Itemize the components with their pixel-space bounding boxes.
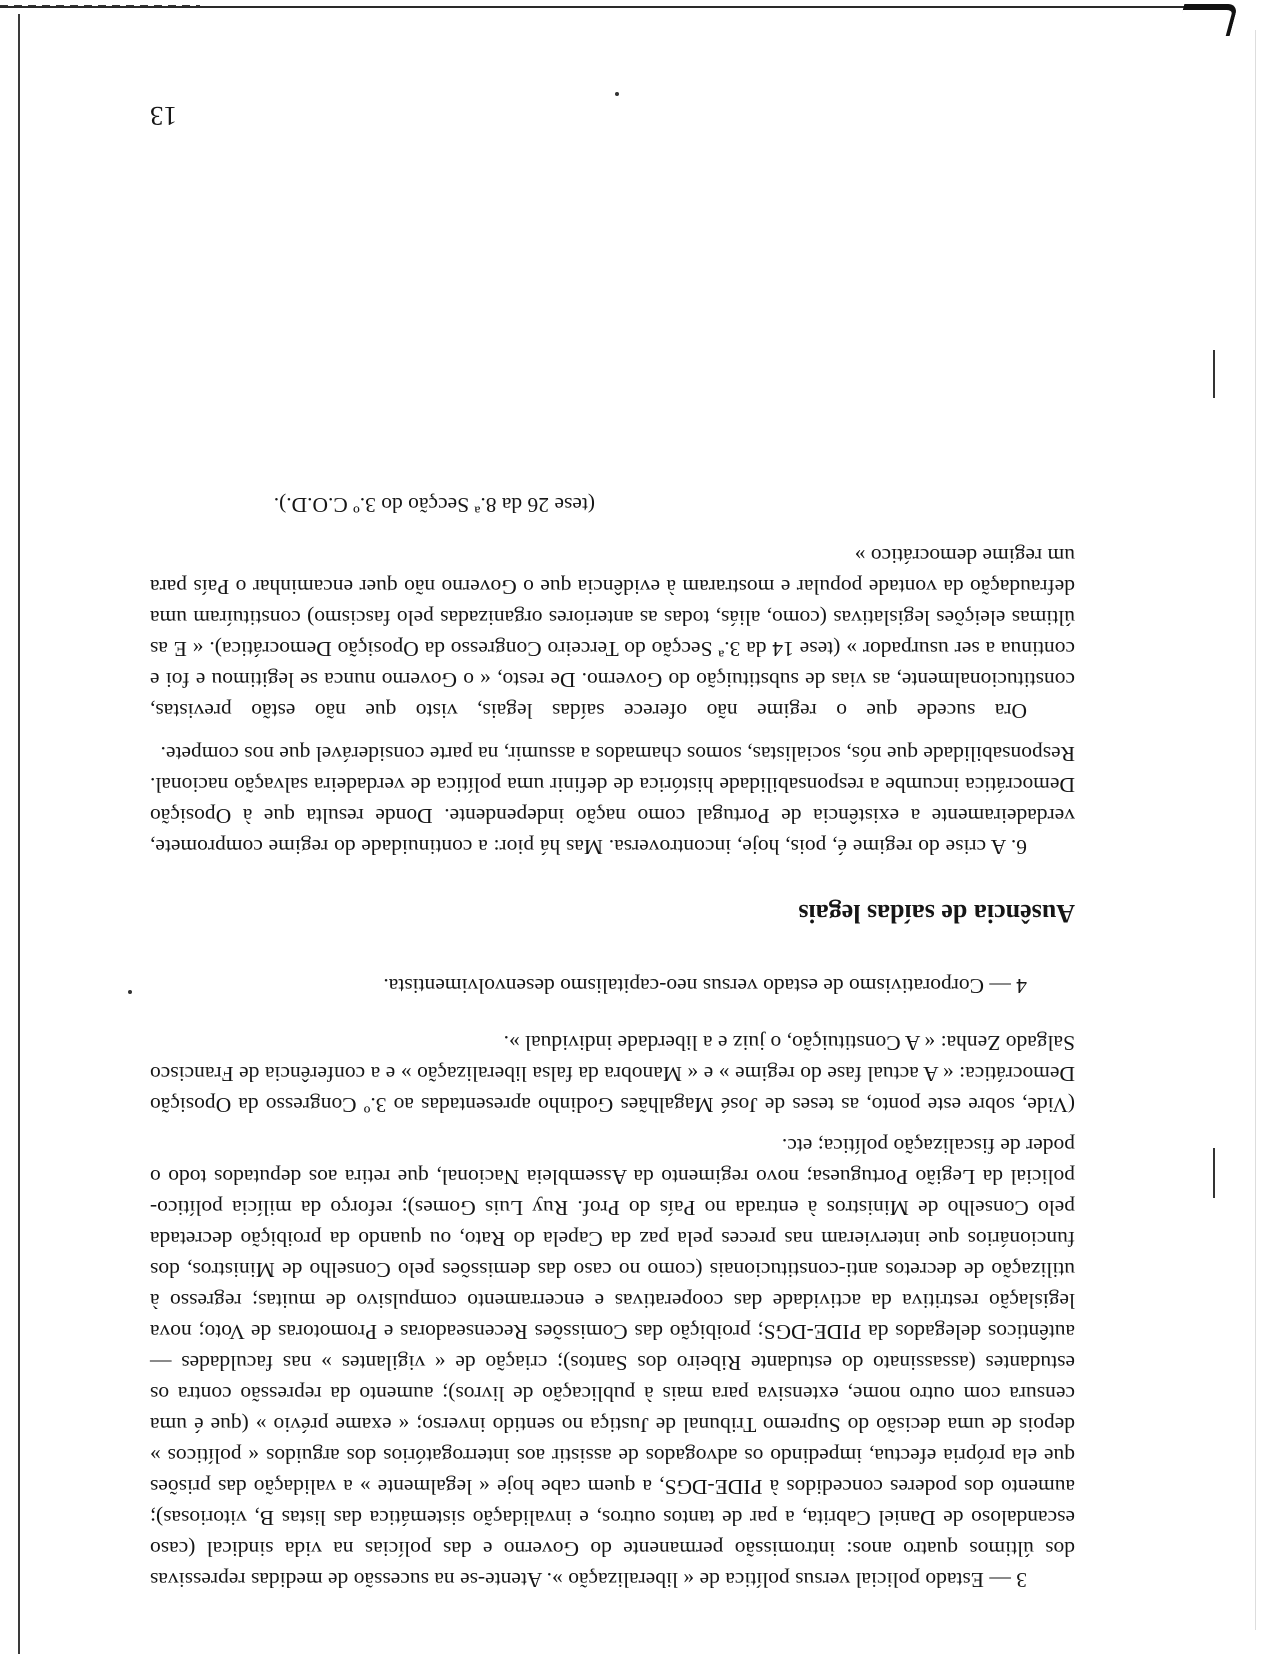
scan-top-dots — [0, 5, 200, 6]
scan-right-edge — [1255, 30, 1256, 1630]
scan-corner-mark — [1176, 4, 1239, 36]
page-content — [150, 489, 1075, 1595]
scan-top-edge — [0, 0, 1264, 14]
paragraph-estado-policial: 3 — Estado policial versus política de « liberalização ». Atente-se na sucessão de medidas repressivas dos últimos quatro anos: intromissão permanente do Governo e das polícias na vida sindical (caso escandaloso de Daniel Cabrita, a par de tantos outros, e invalidação sistemática das listas B, vitoriosas); aumento dos poderes concedidos à PIDE-DGS, a quem cabe hoje « legalmente » a validação das prisões que ela própria efectua, impedindo os advogados de assistir aos interrogatórios dos arguidos « políticos » depois de uma decisão do Supremo Tribunal de Justiça no sentido inverso; « exame prévio » (que é uma censura com outro nome, extensiva para mais à publicação de livros); aumento da repressão contra os estudantes (assassinato do estudante Ribeiro dos Santos); criação de « vigilantes » nas faculdades — autênticos delegados da PIDE-DGS; proibição das Comissões Recenseadoras e Promotoras de Voto; nova legislação restritiva da actividade das cooperativas e encerramento compulsivo de muitas; regresso à utilização de decretos anti-constitucionais (como no caso das demissões pelo Conselho de Ministros, dos funcionários que intervieram nas preces pela paz da Capela do Rato, ou quando da proibição decretada pelo Conselho de Ministros à entrada no País do Prof. Ruy Luis Gomes); reforço da milícia político-policial da Legião Portuguesa; novo regimento da Assembleia Nacional, que retira aos deputados todo o poder de fiscalização política; etc. — [150, 1134, 1075, 1592]
scan-speck — [128, 990, 132, 994]
section-heading: Ausência de saídas legais — [798, 899, 1075, 928]
paragraph-saidas-legais: Ora sucede que o regime não oferece saídas legais, visto que não estão previstas, constitucionalmente, as vias de substituição do Governo. De resto, « o Governo nunca se legitimou e foi e continua a ser usurpador » (tese 14 da 3.ª Secção do Terceiro Congresso da Oposição Democrática). « E as últimas eleições legislativas (como, aliás, todas as anteriores organizadas pelo fascismo) constituíram uma defraudação da vontade popular e mostraram à evidência que o Governo não quer encaminhar o País para um regime democrático » — [150, 544, 1075, 723]
paragraph-vide: (Vide, sobre este ponto, as teses de José Magalhães Godinho apresentadas ao 3.º Congresso da Oposição Democrática: « A actual fase do regime » e « Manobra da falsa liberalização » e a conferência de Francisco Salgado Zenha: « A Constituição, o juiz e a liberdade individual ». — [150, 1031, 1075, 1117]
thesis-reference: (tese 26 da 8.ª Secção do 3.º C.O.D.). — [273, 493, 595, 517]
scan-margin-line — [1213, 350, 1215, 398]
point-corporativismo: 4 — Corporativismo de estado versus neo-capitalismo desenvolvimentista. — [383, 974, 1027, 998]
scan-top-rule — [0, 6, 1200, 8]
page-number: 13 — [150, 101, 177, 131]
scan-margin-line — [1213, 1148, 1215, 1198]
scan-left-edge — [18, 14, 20, 1654]
paragraph-crise-do-regime: 6. A crise do regime é, pois, hoje, incontroversa. Mas há pior: a continuidade do regime compromete, verdadeiramente a existência de Portugal como nação independente. Donde resulta que à Oposição Democrática incumbe a responsabilidade histórica de definir uma política de verdadeira salvação nacional. Responsabilidade que nós, socialistas, somos chamados a assumir, na parte considerável que nos compete. — [150, 742, 1075, 859]
page-body — [150, 95, 1075, 1595]
